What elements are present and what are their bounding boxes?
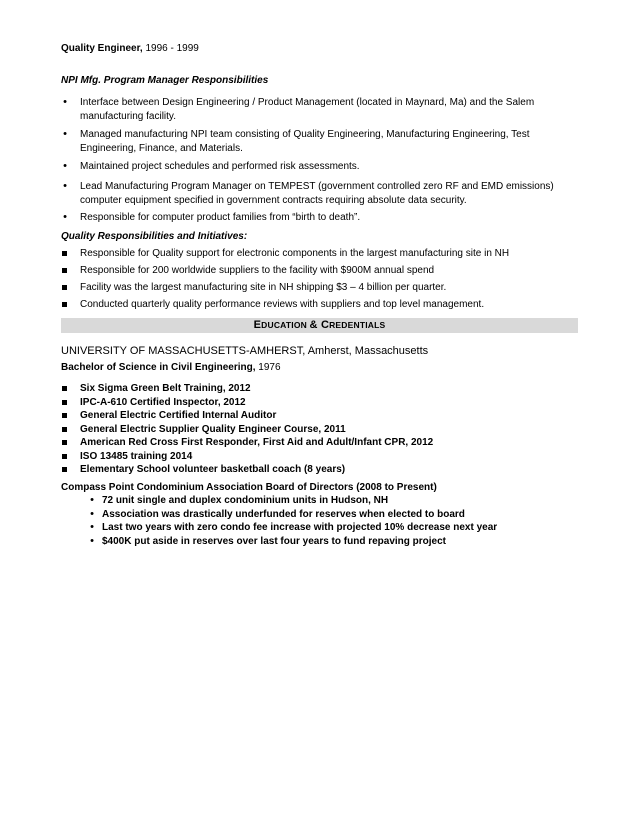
square-bullet <box>62 454 67 459</box>
square-bullet <box>62 413 67 418</box>
bullet-dot <box>60 128 70 141</box>
bullet-dot <box>87 494 97 507</box>
credential-item: General Electric Certified Internal Auditor <box>80 410 277 421</box>
square-bullet <box>62 386 67 391</box>
section-title: EDUCATION & CREDENTIALS <box>253 319 386 331</box>
credential-item: IPC-A-610 Certified Inspector, 2012 <box>80 397 246 408</box>
square-bullet <box>62 400 67 405</box>
npi-heading: NPI Mfg. Program Manager Responsibilities <box>61 75 269 86</box>
bullet-dot <box>87 535 97 548</box>
degree-year: 1976 <box>255 362 281 373</box>
credential-item: ISO 13485 training 2014 <box>80 451 193 462</box>
square-bullet <box>62 268 67 273</box>
board-item: Association was drastically underfunded for reserves when elected to board <box>102 509 465 520</box>
square-bullet <box>62 427 67 432</box>
quality-item-4: Conducted quarterly quality performance reviews with suppliers and top level management. <box>80 299 485 310</box>
square-bullet <box>62 440 67 445</box>
school-name: UNIVERSITY OF MASSACHUSETTS-AMHERST, Amherst, Massachusetts <box>61 345 429 357</box>
npi-item-5: Responsible for computer product families from “birth to death”. <box>80 212 361 223</box>
board-item: Last two years with zero condo fee increase with projected 10% decrease next year <box>102 522 498 533</box>
bullet-dot <box>60 211 70 224</box>
square-bullet <box>62 302 67 307</box>
square-bullet <box>62 285 67 290</box>
job-title-line <box>61 42 199 55</box>
bullet-dot <box>87 521 97 534</box>
npi-item-1-line-2: manufacturing facility. <box>80 111 176 122</box>
board-heading: Compass Point Condominium Association Board of Directors (2008 to Present) <box>61 482 437 493</box>
quality-item-1: Responsible for Quality support for electronic components in the largest manufacturing site in NH <box>80 248 510 259</box>
square-bullet <box>62 467 67 472</box>
bullet-dot <box>60 180 70 193</box>
bullet-dot <box>87 508 97 521</box>
npi-item-4-line-2: computer equipment specified in government contracts requiring absolute data security. <box>80 195 467 206</box>
square-bullet <box>62 251 67 256</box>
credential-item: American Red Cross First Responder, First Aid and Adult/Infant CPR, 2012 <box>80 437 434 448</box>
bullet-dot <box>60 160 70 173</box>
job-title: Quality Engineer, <box>61 43 143 54</box>
credential-item: Elementary School volunteer basketball coach (8 years) <box>80 464 346 475</box>
job-dates: 1996 - 1999 <box>142 43 199 54</box>
npi-item-2-line-2: Engineering, Finance, and Materials. <box>80 143 243 154</box>
section-header-band <box>61 318 578 333</box>
npi-item-3: Maintained project schedules and performed risk assessments. <box>80 161 360 172</box>
degree: Bachelor of Science in Civil Engineering, <box>61 362 256 373</box>
quality-item-2: Responsible for 200 worldwide suppliers to the facility with $900M annual spend <box>80 265 435 276</box>
npi-item-2-line-1: Managed manufacturing NPI team consisting of Quality Engineering, Manufacturing Engineering, Test <box>80 129 530 140</box>
bullet-dot <box>60 96 70 109</box>
degree-line <box>61 361 281 374</box>
npi-item-4-line-1: Lead Manufacturing Program Manager on TEMPEST (government controlled zero RF and EMD emissions) <box>80 181 554 192</box>
credential-item: General Electric Supplier Quality Engineer Course, 2011 <box>80 424 346 435</box>
npi-item-1-line-1: Interface between Design Engineering / Product Management (located in Maynard, Ma) and the Salem <box>80 97 535 108</box>
quality-heading: Quality Responsibilities and Initiatives: <box>61 231 248 242</box>
board-item: $400K put aside in reserves over last four years to fund repaving project <box>102 536 447 547</box>
credential-item: Six Sigma Green Belt Training, 2012 <box>80 383 251 394</box>
quality-item-3: Facility was the largest manufacturing site in NH shipping $3 – 4 billion per quarter. <box>80 282 447 293</box>
board-item: 72 unit single and duplex condominium units in Hudson, NH <box>102 495 389 506</box>
